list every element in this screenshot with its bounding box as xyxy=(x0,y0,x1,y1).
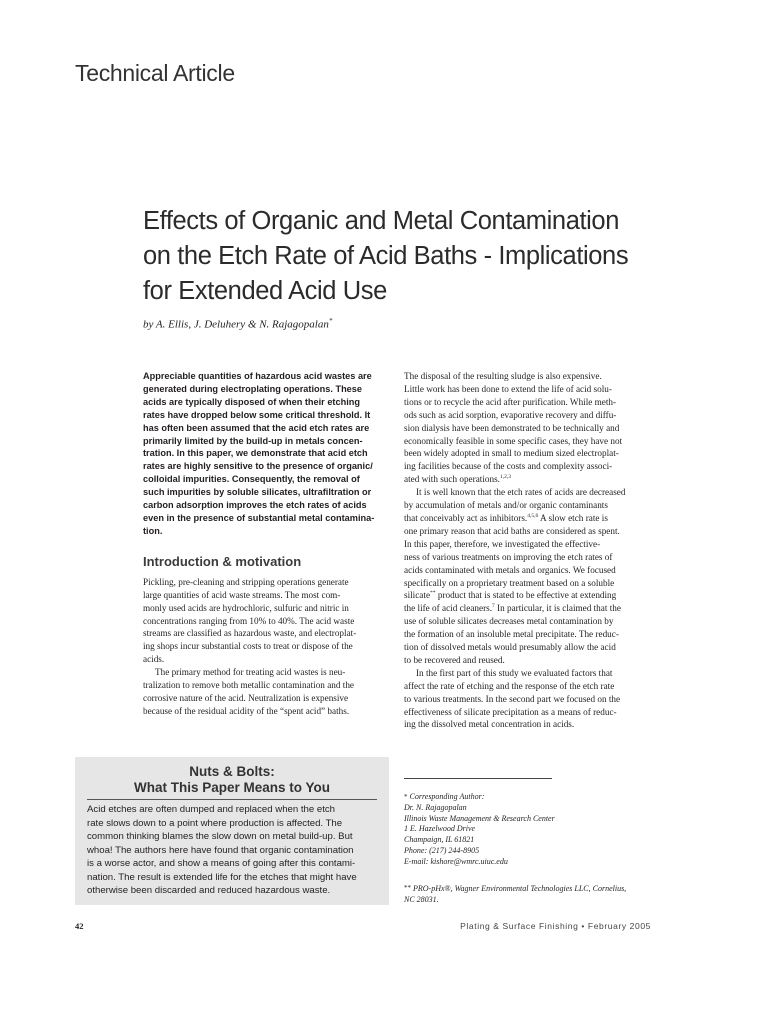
product-footnote xyxy=(404,883,664,905)
text-line: concentrations ranging from 10% to 40%. The acid waste xyxy=(143,615,355,626)
footnote-divider xyxy=(404,778,552,779)
text-line: acids contaminated with metals and organics. We focused xyxy=(404,564,616,575)
text-line: tion of dissolved metals would presumably allow the acid xyxy=(404,642,616,653)
text-line: to be recovered and reused. xyxy=(404,654,505,665)
article-title xyxy=(143,204,683,309)
text-line: to various treatments. In the second part we focused on the xyxy=(404,693,621,704)
text-line xyxy=(404,512,652,525)
abstract-line: has often been assumed that the acid etch rates are xyxy=(143,422,370,433)
footnote-line: Champaign, IL 61821 xyxy=(404,835,475,845)
text-line: sion dialysis have been demonstrated to be technically and xyxy=(404,422,620,433)
text-line: The primary method for treating acid wastes is neu- xyxy=(155,667,346,678)
text-line: Little work has been done to extend the life of acid solu- xyxy=(404,383,612,394)
abstract-line: rates are highly sensitive to the presence of organic/ xyxy=(143,461,373,472)
text-fragment: that conceivably act as inhibitors. xyxy=(404,512,528,523)
text-line: the formation of an insoluble metal precipitate. The reduc- xyxy=(404,629,619,640)
abstract-line: carbon adsorption improves the etch rates of acids xyxy=(143,500,367,511)
text-line: tralization to remove both metallic contamination and the xyxy=(143,680,354,691)
abstract-line: even in the presence of substantial metal contamina- xyxy=(143,512,375,523)
text-line xyxy=(404,589,652,602)
corresponding-author-footnote xyxy=(404,792,664,868)
text-line: acids. xyxy=(143,654,165,665)
footnote-line: 1 E. Hazelwood Drive xyxy=(404,824,476,834)
sidebar-line: Acid etches are often dumped and replaced when the etch xyxy=(87,804,336,815)
sidebar-line: whoa! The authors here have found that organic contamination xyxy=(87,844,354,856)
running-footer: Plating & Surface Finishing • February 2005 xyxy=(460,921,651,931)
title-line: for Extended Acid Use xyxy=(143,277,387,305)
text-line: specifically on a proprietary treatment based on a soluble xyxy=(404,577,615,588)
footnote-text: PRO-pHx®, Wagner Environmental Technologies LLC, Cornelius, xyxy=(413,884,627,893)
abstract-line: tion. xyxy=(143,525,163,536)
citation: 4,5,6 xyxy=(527,512,539,519)
sidebar-divider xyxy=(87,799,377,800)
text-fragment: silicate xyxy=(404,590,431,601)
sidebar-title xyxy=(75,764,389,796)
text-fragment: the life of acid cleaners. xyxy=(404,603,492,614)
text-line: Pickling, pre-cleaning and stripping operations generate xyxy=(143,576,349,587)
nuts-and-bolts-sidebar xyxy=(75,757,389,905)
abstract-line: such impurities by soluble silicates, ultrafiltration or xyxy=(143,487,372,498)
text-line: because of the residual acidity of the “spent acid” baths. xyxy=(143,705,350,716)
citation: 1,2,3 xyxy=(499,474,511,481)
abstract-line: acids are typically disposed of when their etching xyxy=(143,396,360,407)
text-fragment: In particular, it is claimed that the xyxy=(494,603,621,614)
footnote-line: Dr. N. Rajagopalan xyxy=(404,802,467,812)
footnote-line xyxy=(404,792,664,803)
footnote-line: E-mail: kishore@wmrc.uiuc.edu xyxy=(404,856,508,866)
abstract xyxy=(143,370,389,538)
left-column xyxy=(143,370,389,718)
text-line: economically feasible in some specific cases, they have not xyxy=(404,435,623,446)
footnote-line: NC 28031. xyxy=(404,895,439,904)
footnote-mark: ** xyxy=(404,884,411,892)
abstract-line: tration. In this paper, we demonstrate that acid etch xyxy=(143,448,368,459)
text-line: tions or to recycle the acid after purification. While meth- xyxy=(404,396,617,407)
intro-paragraph-2 xyxy=(143,666,389,718)
sidebar-body xyxy=(87,803,377,898)
text-line: In the first part of this study we evaluated factors that xyxy=(416,667,613,678)
text-line: In this paper, therefore, we investigated the effective- xyxy=(404,538,601,549)
text-line: use of soluble silicates decreases metal contamination by xyxy=(404,616,614,627)
text-line: ing shops incur substantial costs to treat or dispose of the xyxy=(143,641,353,652)
author-names: by A. Ellis, J. Deluhery & N. Rajagopalan xyxy=(143,318,329,331)
text-line: monly used acids are hydrochloric, sulfuric and nitric in xyxy=(143,602,349,613)
footnote-line: Illinois Waste Management & Research Center xyxy=(404,813,555,823)
footnote-line: Phone: (217) 244-8905 xyxy=(404,845,480,855)
sidebar-line: common thinking blames the slow down on metal build-up. But xyxy=(87,831,353,842)
text-line xyxy=(404,473,652,486)
text-line: It is well known that the etch rates of acids are decreased xyxy=(416,487,626,498)
text-line: The disposal of the resulting sludge is also expensive. xyxy=(404,371,602,381)
abstract-line: primarily limited by the build-up in metals concen- xyxy=(143,435,363,446)
sidebar-title-line: What This Paper Means to You xyxy=(133,780,331,795)
footnote-mark: ** xyxy=(430,590,436,597)
sidebar-line: nation. The result is extended life for the etches that might have xyxy=(87,871,357,883)
text-fragment: A slow etch rate is xyxy=(538,512,608,523)
text-line xyxy=(404,602,652,615)
intro-paragraph-1 xyxy=(143,576,389,666)
abstract-line: rates have dropped below some critical threshold. It xyxy=(143,409,371,420)
abstract-line: colloidal impurities. Consequently, the removal of xyxy=(143,474,360,485)
text-line: corrosive nature of the acid. Neutralization is expensive xyxy=(143,692,349,703)
footnote-line xyxy=(404,883,664,894)
text-fragment: ated with such operations. xyxy=(404,474,500,485)
body-paragraph-2 xyxy=(404,486,652,667)
text-line: streams are classified as hazardous waste, and electroplat- xyxy=(143,628,357,639)
text-line: ing facilities because of the costs and complexity associ- xyxy=(404,461,613,472)
intro-heading: Introduction & motivation xyxy=(143,553,302,569)
text-line: ods such as acid sorption, evaporative recovery and diffu- xyxy=(404,409,617,420)
text-line: large quantities of acid waste streams. The most com- xyxy=(143,589,341,600)
sidebar-line: is a worse actor, and show a means of going after this contami- xyxy=(87,858,356,869)
title-line: Effects of Organic and Metal Contamination xyxy=(143,207,619,235)
text-line: ing the dissolved metal concentration in acids. xyxy=(404,719,575,730)
footnote-mark: * xyxy=(404,793,408,801)
abstract-line: Appreciable quantities of hazardous acid wastes are xyxy=(143,371,372,381)
sidebar-line: otherwise been discarded and reduced hazardous waste. xyxy=(87,885,331,896)
sidebar-line: rate slows down to a point where production is affected. The xyxy=(87,817,343,829)
right-column xyxy=(404,370,652,731)
page-number: 42 xyxy=(75,921,84,931)
body-paragraph-1 xyxy=(404,370,652,486)
text-line: affect the rate of etching and the response of the etch rate xyxy=(404,680,615,691)
text-line: by accumulation of metals and/or organic contaminants xyxy=(404,500,608,511)
text-line: been widely adopted in small to medium sized electroplat- xyxy=(404,448,619,459)
citation: 7 xyxy=(492,603,495,610)
text-line: ness of various treatments on improving the etch rates of xyxy=(404,551,613,562)
sidebar-title-line: Nuts & Bolts: xyxy=(189,764,275,779)
text-fragment: product that is stated to be effective at extending xyxy=(435,590,617,601)
author-mark: * xyxy=(328,317,333,325)
title-line: on the Etch Rate of Acid Baths - Implications xyxy=(143,242,629,270)
body-paragraph-3 xyxy=(404,667,652,732)
text-line: one primary reason that acid baths are considered as spent. xyxy=(404,525,620,536)
abstract-line: generated during electroplating operations. These xyxy=(143,383,363,394)
text-line: effectiveness of silicate precipitation as a means of reduc- xyxy=(404,706,617,717)
section-label: Technical Article xyxy=(75,60,235,86)
footnote-text: Corresponding Author: xyxy=(409,792,485,801)
author-byline xyxy=(143,317,332,331)
